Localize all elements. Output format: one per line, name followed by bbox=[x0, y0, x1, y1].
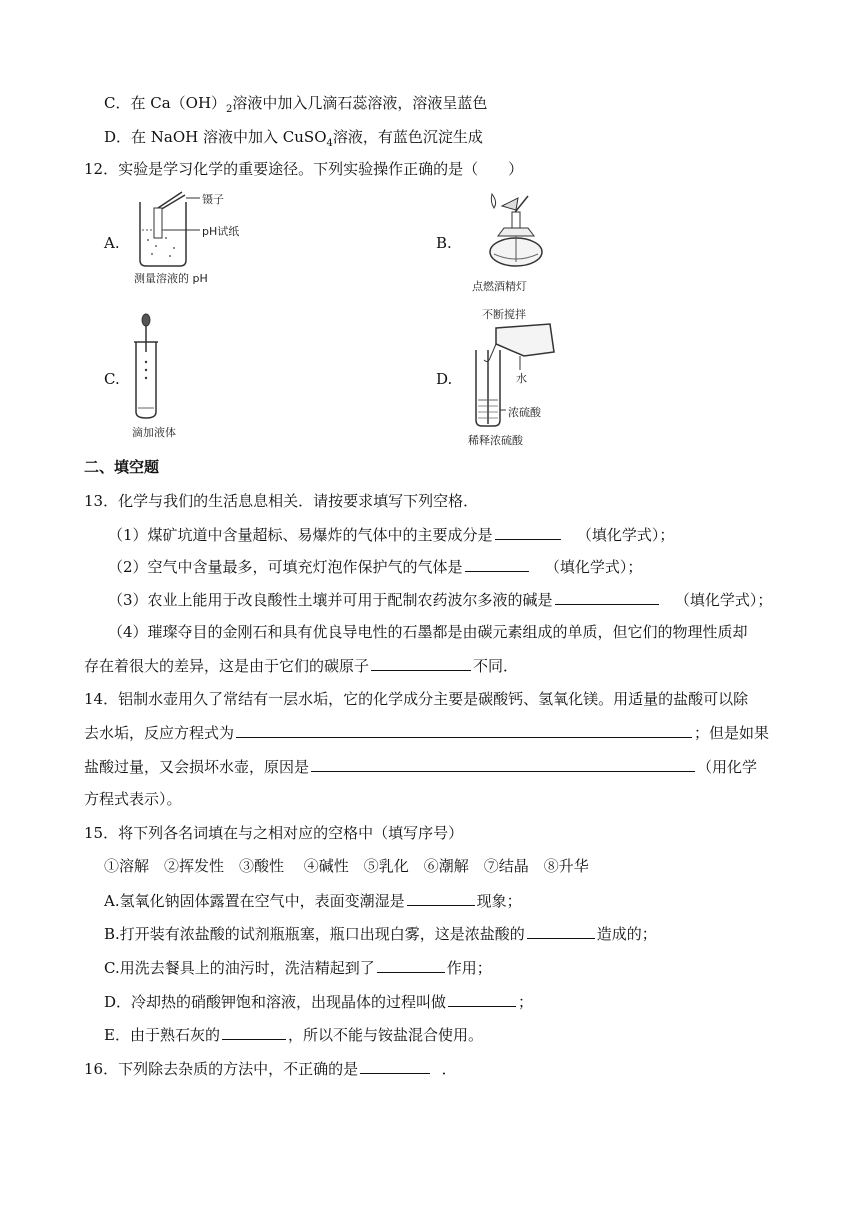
q15-blank-c[interactable] bbox=[377, 956, 445, 973]
figure-d-caption: 稀释浓硫酸 bbox=[468, 434, 523, 447]
q14-blank-2[interactable] bbox=[311, 755, 695, 772]
q12-option-c: C. bbox=[104, 370, 120, 388]
figure-ph-test bbox=[130, 190, 250, 285]
q15-stem: 15．将下列各名词填在与之相对应的空格中（填写序号） bbox=[84, 824, 464, 842]
figure-d-label-water: 水 bbox=[516, 372, 527, 385]
q13-part-3: （3）农业上能用于改良酸性土壤并可用于配制农药波尔多液的碱是 （填化学式）； bbox=[108, 588, 772, 611]
figure-a-label-ph-paper: pH试纸 bbox=[202, 225, 240, 238]
q13-blank-3[interactable] bbox=[555, 588, 659, 605]
q15-blank-d[interactable] bbox=[448, 990, 516, 1007]
figure-d-label-stir: 不断搅拌 bbox=[482, 308, 526, 321]
figure-a-label-tweezers: 镊子 bbox=[202, 193, 224, 206]
q12-stem: 12．实验是学习化学的重要途径。下列实验操作正确的是（ ） bbox=[84, 160, 524, 178]
figure-a-caption: 测量溶液的 pH bbox=[134, 272, 208, 285]
q14-line-2: 去水垢，反应方程式为 ；但是如果 bbox=[84, 721, 769, 744]
q11-option-c: C．在 $Ca(OH)_2$溶液中加入几滴石蕊溶液，溶液呈蓝色 bbox=[104, 94, 488, 115]
q16-stem: 16．下列除去杂质的方法中，不正确的是 ． bbox=[84, 1057, 457, 1080]
q13-part-2: （2）空气中含量最多，可填充灯泡作保护气的气体是 （填化学式）； bbox=[108, 555, 642, 578]
q15-blank-a[interactable] bbox=[407, 889, 475, 906]
q12-option-d: D. bbox=[436, 370, 453, 388]
q15-item-c: C.用洗去餐具上的油污时，洗洁精起到了 作用； bbox=[104, 956, 492, 979]
figure-c-caption: 滴加液体 bbox=[132, 426, 176, 439]
q15-item-a: A.氢氧化钠固体露置在空气中，表面变潮湿是 现象； bbox=[104, 889, 522, 912]
q13-part-4-line1: （4）璀璨夺目的金刚石和具有优良导电性的石墨都是由碳元素组成的单质，但它们的物理性质却 bbox=[108, 623, 748, 641]
q15-item-e: E．由于熟石灰的 ，所以不能与铵盐混合使用。 bbox=[104, 1023, 483, 1046]
q15-blank-e[interactable] bbox=[222, 1023, 286, 1040]
q14-line-1: 14．铝制水壶用久了常结有一层水垢，它的化学成分主要是碳酸钙、氢氧化镁。用适量的盐酸可以除 bbox=[84, 690, 749, 708]
q12-option-a: A. bbox=[104, 234, 120, 252]
q15-item-b: B.打开装有浓盐酸的试剂瓶瓶塞，瓶口出现白雾，这是浓盐酸的 造成的； bbox=[104, 922, 657, 945]
figure-dropper bbox=[126, 312, 206, 442]
q13-blank-4[interactable] bbox=[371, 654, 471, 671]
q14-line-3: 盐酸过量，又会损坏水壶，原因是 （用化学 bbox=[84, 755, 757, 778]
q13-part-1: （1）煤矿坑道中含量超标、易爆炸的气体中的主要成分是 （填化学式）； bbox=[108, 523, 674, 546]
q15-item-d: D．冷却热的硝酸钾饱和溶液，出现晶体的过程叫做 ； bbox=[104, 990, 533, 1013]
q16-blank[interactable] bbox=[360, 1057, 430, 1074]
figure-alcohol-lamp bbox=[468, 192, 568, 292]
q13-blank-2[interactable] bbox=[465, 555, 529, 572]
q14-line-4: 方程式表示）。 bbox=[84, 790, 182, 808]
figure-dilute-acid bbox=[466, 306, 586, 452]
q12-option-b: B. bbox=[436, 234, 452, 252]
figure-b-caption: 点燃酒精灯 bbox=[472, 280, 527, 293]
figure-d-label-acid: 浓硫酸 bbox=[508, 406, 541, 419]
q15-terms: ①溶解 ②挥发性 ③酸性 ④碱性 ⑤乳化 ⑥潮解 ⑦结晶 ⑧升华 bbox=[104, 857, 589, 875]
section-heading: 二、填空题 bbox=[84, 458, 160, 476]
q14-blank-1[interactable] bbox=[236, 721, 692, 738]
q13-part-4-line2: 存在着很大的差异，这是由于它们的碳原子 不同． bbox=[84, 654, 518, 677]
q13-stem: 13．化学与我们的生活息息相关．请按要求填写下列空格． bbox=[84, 492, 479, 510]
q13-blank-1[interactable] bbox=[495, 523, 561, 540]
q11-option-d: D．在 NaOH 溶液中加入 CuSO$_4$溶液，有蓝色沉淀生成 bbox=[104, 128, 483, 149]
q15-blank-b[interactable] bbox=[527, 922, 595, 939]
